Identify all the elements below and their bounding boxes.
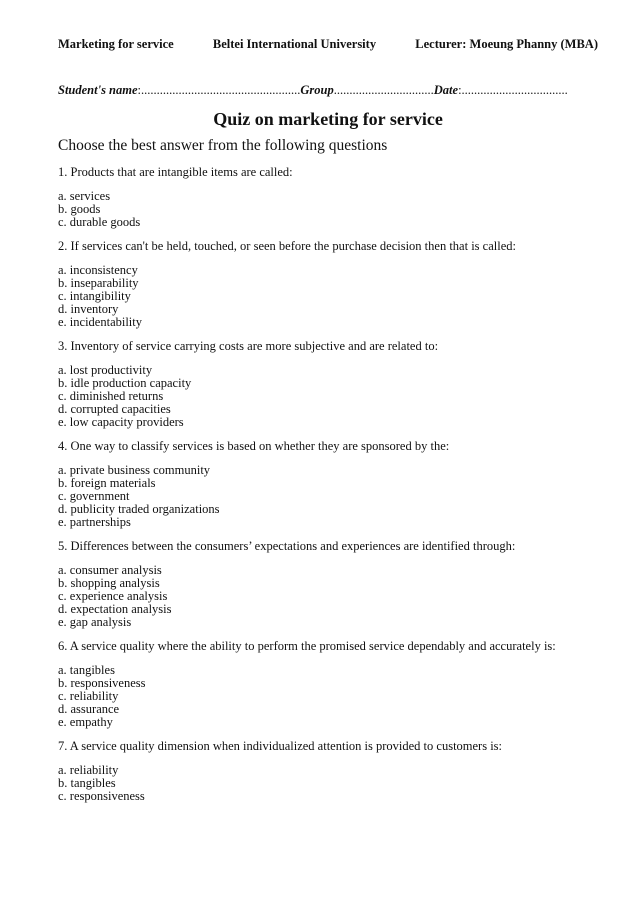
answer-option[interactable]: c. reliability bbox=[58, 689, 119, 703]
answer-option[interactable]: d. assurance bbox=[58, 702, 120, 716]
question-2 bbox=[58, 239, 598, 329]
answer-option[interactable]: a. private business community bbox=[58, 463, 211, 477]
answer-option[interactable]: d. corrupted capacities bbox=[58, 402, 171, 416]
answer-option[interactable]: a. reliability bbox=[58, 763, 119, 777]
document-header bbox=[58, 36, 598, 52]
answer-options bbox=[58, 764, 598, 803]
answer-options bbox=[58, 664, 598, 729]
answer-option[interactable]: b. goods bbox=[58, 202, 101, 216]
answer-options bbox=[58, 264, 598, 329]
answer-option[interactable]: e. incidentability bbox=[58, 315, 143, 329]
lecturer-name: Lecturer: Moeung Phanny (MBA) bbox=[415, 37, 598, 51]
answer-option[interactable]: b. foreign materials bbox=[58, 476, 156, 490]
question-3 bbox=[58, 339, 598, 429]
student-name-label: Student's name bbox=[58, 83, 138, 97]
question-5 bbox=[58, 539, 598, 629]
question-text: 7. A service quality dimension when individualized attention is provided to customers is: bbox=[58, 739, 503, 753]
answer-option[interactable]: e. partnerships bbox=[58, 515, 131, 529]
group-label: Group bbox=[300, 83, 334, 97]
student-name-field[interactable]: :................................................... bbox=[137, 83, 301, 97]
question-4 bbox=[58, 439, 598, 529]
quiz-page bbox=[58, 36, 598, 803]
date-field[interactable]: :.................................. bbox=[458, 83, 568, 97]
answer-option[interactable]: b. tangibles bbox=[58, 776, 116, 790]
answer-options bbox=[58, 464, 598, 529]
quiz-instruction: Choose the best answer from the following questions bbox=[58, 137, 388, 154]
student-info-line bbox=[58, 82, 598, 98]
answer-option[interactable]: e. gap analysis bbox=[58, 615, 132, 629]
answer-option[interactable]: c. diminished returns bbox=[58, 389, 164, 403]
group-field[interactable]: ................................ bbox=[333, 83, 434, 97]
answer-option[interactable]: c. intangibility bbox=[58, 289, 131, 303]
answer-option[interactable]: d. inventory bbox=[58, 302, 119, 316]
answer-option[interactable]: a. consumer analysis bbox=[58, 563, 162, 577]
question-text: 5. Differences between the consumers’ expectations and experiences are identified through: bbox=[58, 539, 516, 553]
answer-option[interactable]: c. durable goods bbox=[58, 215, 141, 229]
question-text: 6. A service quality where the ability to perform the promised service dependably and accurately is: bbox=[58, 639, 556, 653]
question-list bbox=[58, 165, 598, 803]
date-label: Date bbox=[433, 83, 459, 97]
answer-option[interactable]: b. idle production capacity bbox=[58, 376, 192, 390]
course-name: Marketing for service bbox=[58, 37, 174, 51]
question-text: 4. One way to classify services is based on whether they are sponsored by the: bbox=[58, 439, 450, 453]
quiz-title: Quiz on marketing for service bbox=[213, 109, 443, 129]
university-name: Beltei International University bbox=[212, 37, 377, 51]
question-text: 2. If services can't be held, touched, or seen before the purchase decision then that is called: bbox=[58, 239, 516, 253]
question-7 bbox=[58, 739, 598, 803]
answer-option[interactable]: e. low capacity providers bbox=[58, 415, 184, 429]
answer-option[interactable]: e. empathy bbox=[58, 715, 113, 729]
answer-options bbox=[58, 364, 598, 429]
answer-options bbox=[58, 564, 598, 629]
answer-option[interactable]: c. responsiveness bbox=[58, 789, 145, 803]
answer-option[interactable]: d. publicity traded organizations bbox=[58, 502, 220, 516]
answer-option[interactable]: d. expectation analysis bbox=[58, 602, 172, 616]
question-text: 1. Products that are intangible items are called: bbox=[58, 165, 293, 179]
answer-option[interactable]: b. inseparability bbox=[58, 276, 139, 290]
question-6 bbox=[58, 639, 598, 729]
answer-option[interactable]: a. lost productivity bbox=[58, 363, 153, 377]
answer-options bbox=[58, 190, 598, 229]
question-text: 3. Inventory of service carrying costs are more subjective and are related to: bbox=[58, 339, 439, 353]
answer-option[interactable]: c. government bbox=[58, 489, 130, 503]
answer-option[interactable]: a. tangibles bbox=[58, 663, 115, 677]
answer-option[interactable]: a. inconsistency bbox=[58, 263, 138, 277]
answer-option[interactable]: c. experience analysis bbox=[58, 589, 168, 603]
answer-option[interactable]: b. responsiveness bbox=[58, 676, 146, 690]
answer-option[interactable]: a. services bbox=[58, 189, 111, 203]
answer-option[interactable]: b. shopping analysis bbox=[58, 576, 160, 590]
question-1 bbox=[58, 165, 598, 229]
